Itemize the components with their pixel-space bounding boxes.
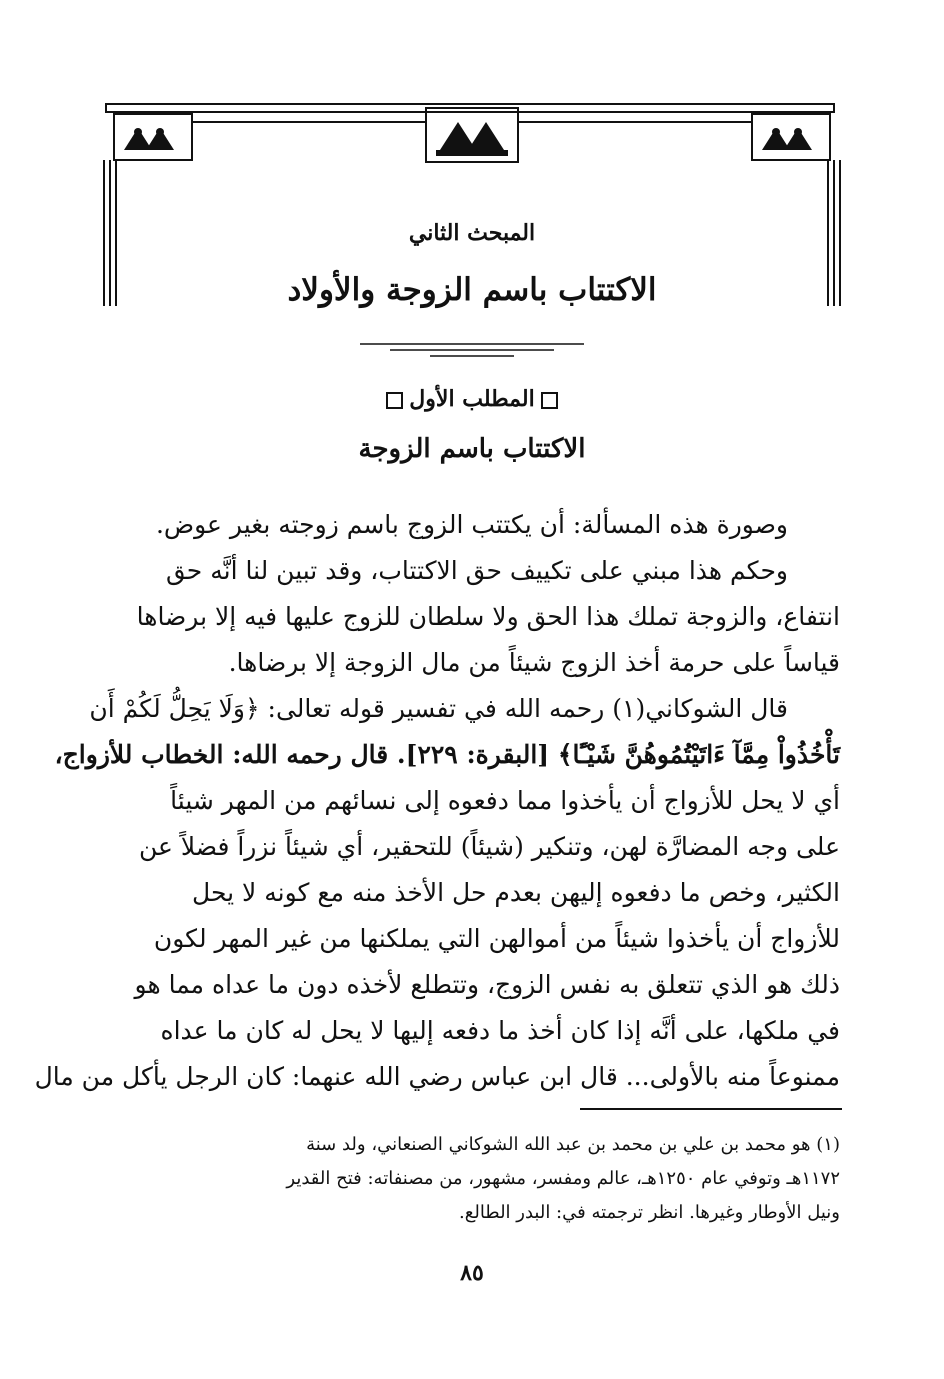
footnotes bbox=[104, 1128, 840, 1230]
text-line: قياساً على حرمة أخذ الزوج شيئاً من مال الزوجة إلا برضاها. bbox=[228, 648, 840, 677]
footnote-line: (١) هو محمد بن علي بن محمد بن عبد الله الشوكاني الصنعاني، ولد سنة bbox=[306, 1134, 840, 1155]
subsection-title: الاكتتاب باسم الزوجة bbox=[358, 434, 586, 464]
text-line: أي لا يحل للأزواج أن يأخذوا مما دفعوه إلى نسائهم من المهر شيئاً bbox=[170, 786, 840, 815]
text-line: وصورة هذه المسألة: أن يكتتب الزوج باسم زوجته بغير عوض. bbox=[155, 510, 788, 539]
text-line: ذلك هو الذي تتعلق به نفس الزوج، وتتطلع لأخذه دون ما عداه مما هو bbox=[134, 970, 840, 999]
chapter-title: الاكتتاب باسم الزوجة والأولاد bbox=[287, 272, 657, 308]
text-line: في ملكها، على أنَّه إذا كان أخذ ما دفعه إليها لا يحل له كان ما عداه bbox=[160, 1016, 840, 1045]
subsection-label-text: المطلب الأول bbox=[409, 386, 535, 412]
section-label: المبحث الثاني bbox=[408, 220, 536, 246]
text-line: ممنوعاً منه بالأولى... قال ابن عباس رضي الله عنهما: كان الرجل يأكل من مال bbox=[34, 1062, 840, 1091]
text-line: الكثير، وخص ما دفعوه إليهن بعدم حل الأخذ منه مع كونه لا يحل bbox=[192, 878, 840, 907]
box-ornament bbox=[541, 392, 558, 409]
page-number: ٨٥ bbox=[460, 1260, 484, 1286]
text-line: على وجه المضارَّة لهن، وتنكير (شيئاً) للتحقير، أي شيئاً نزراً فضلاً عن bbox=[138, 832, 840, 861]
footnote-separator bbox=[580, 1108, 842, 1110]
text-line: قال الشوكاني(١) رحمه الله في تفسير قوله تعالى: ﴿وَلَا يَحِلُّ لَكُمْ أَن bbox=[89, 694, 788, 723]
footnote-line: ونيل الأوطار وغيرها. انظر ترجمته في: البدر الطالع. bbox=[459, 1202, 840, 1223]
footnote-line: ١١٧٢هـ وتوفي عام ١٢٥٠هـ، عالم ومفسر، مشهور، من مصنفاته: فتح القدير bbox=[286, 1168, 840, 1189]
box-ornament bbox=[386, 392, 403, 409]
text-line: انتفاع، والزوجة تملك هذا الحق ولا سلطان للزوج عليها فيه إلا برضاها bbox=[136, 602, 840, 631]
text-line: تَأْخُذُواْ مِمَّآ ءَاتَيْتُمُوهُنَّ شَيْـًٔا﴾ [البقرة: ٢٢٩]. قال رحمه الله: الخطاب للأزواج، bbox=[54, 740, 840, 769]
subsection-label bbox=[260, 386, 684, 412]
text-line: وحكم هذا مبني على تكييف حق الاكتتاب، وقد تبين لنا أنَّه حق bbox=[165, 556, 788, 585]
title-underline-ornament bbox=[360, 340, 584, 360]
body-text bbox=[34, 502, 840, 1100]
text-line: للأزواج أن يأخذوا شيئاً من أموالهن التي يملكنها من غير المهر لكون bbox=[153, 924, 840, 953]
